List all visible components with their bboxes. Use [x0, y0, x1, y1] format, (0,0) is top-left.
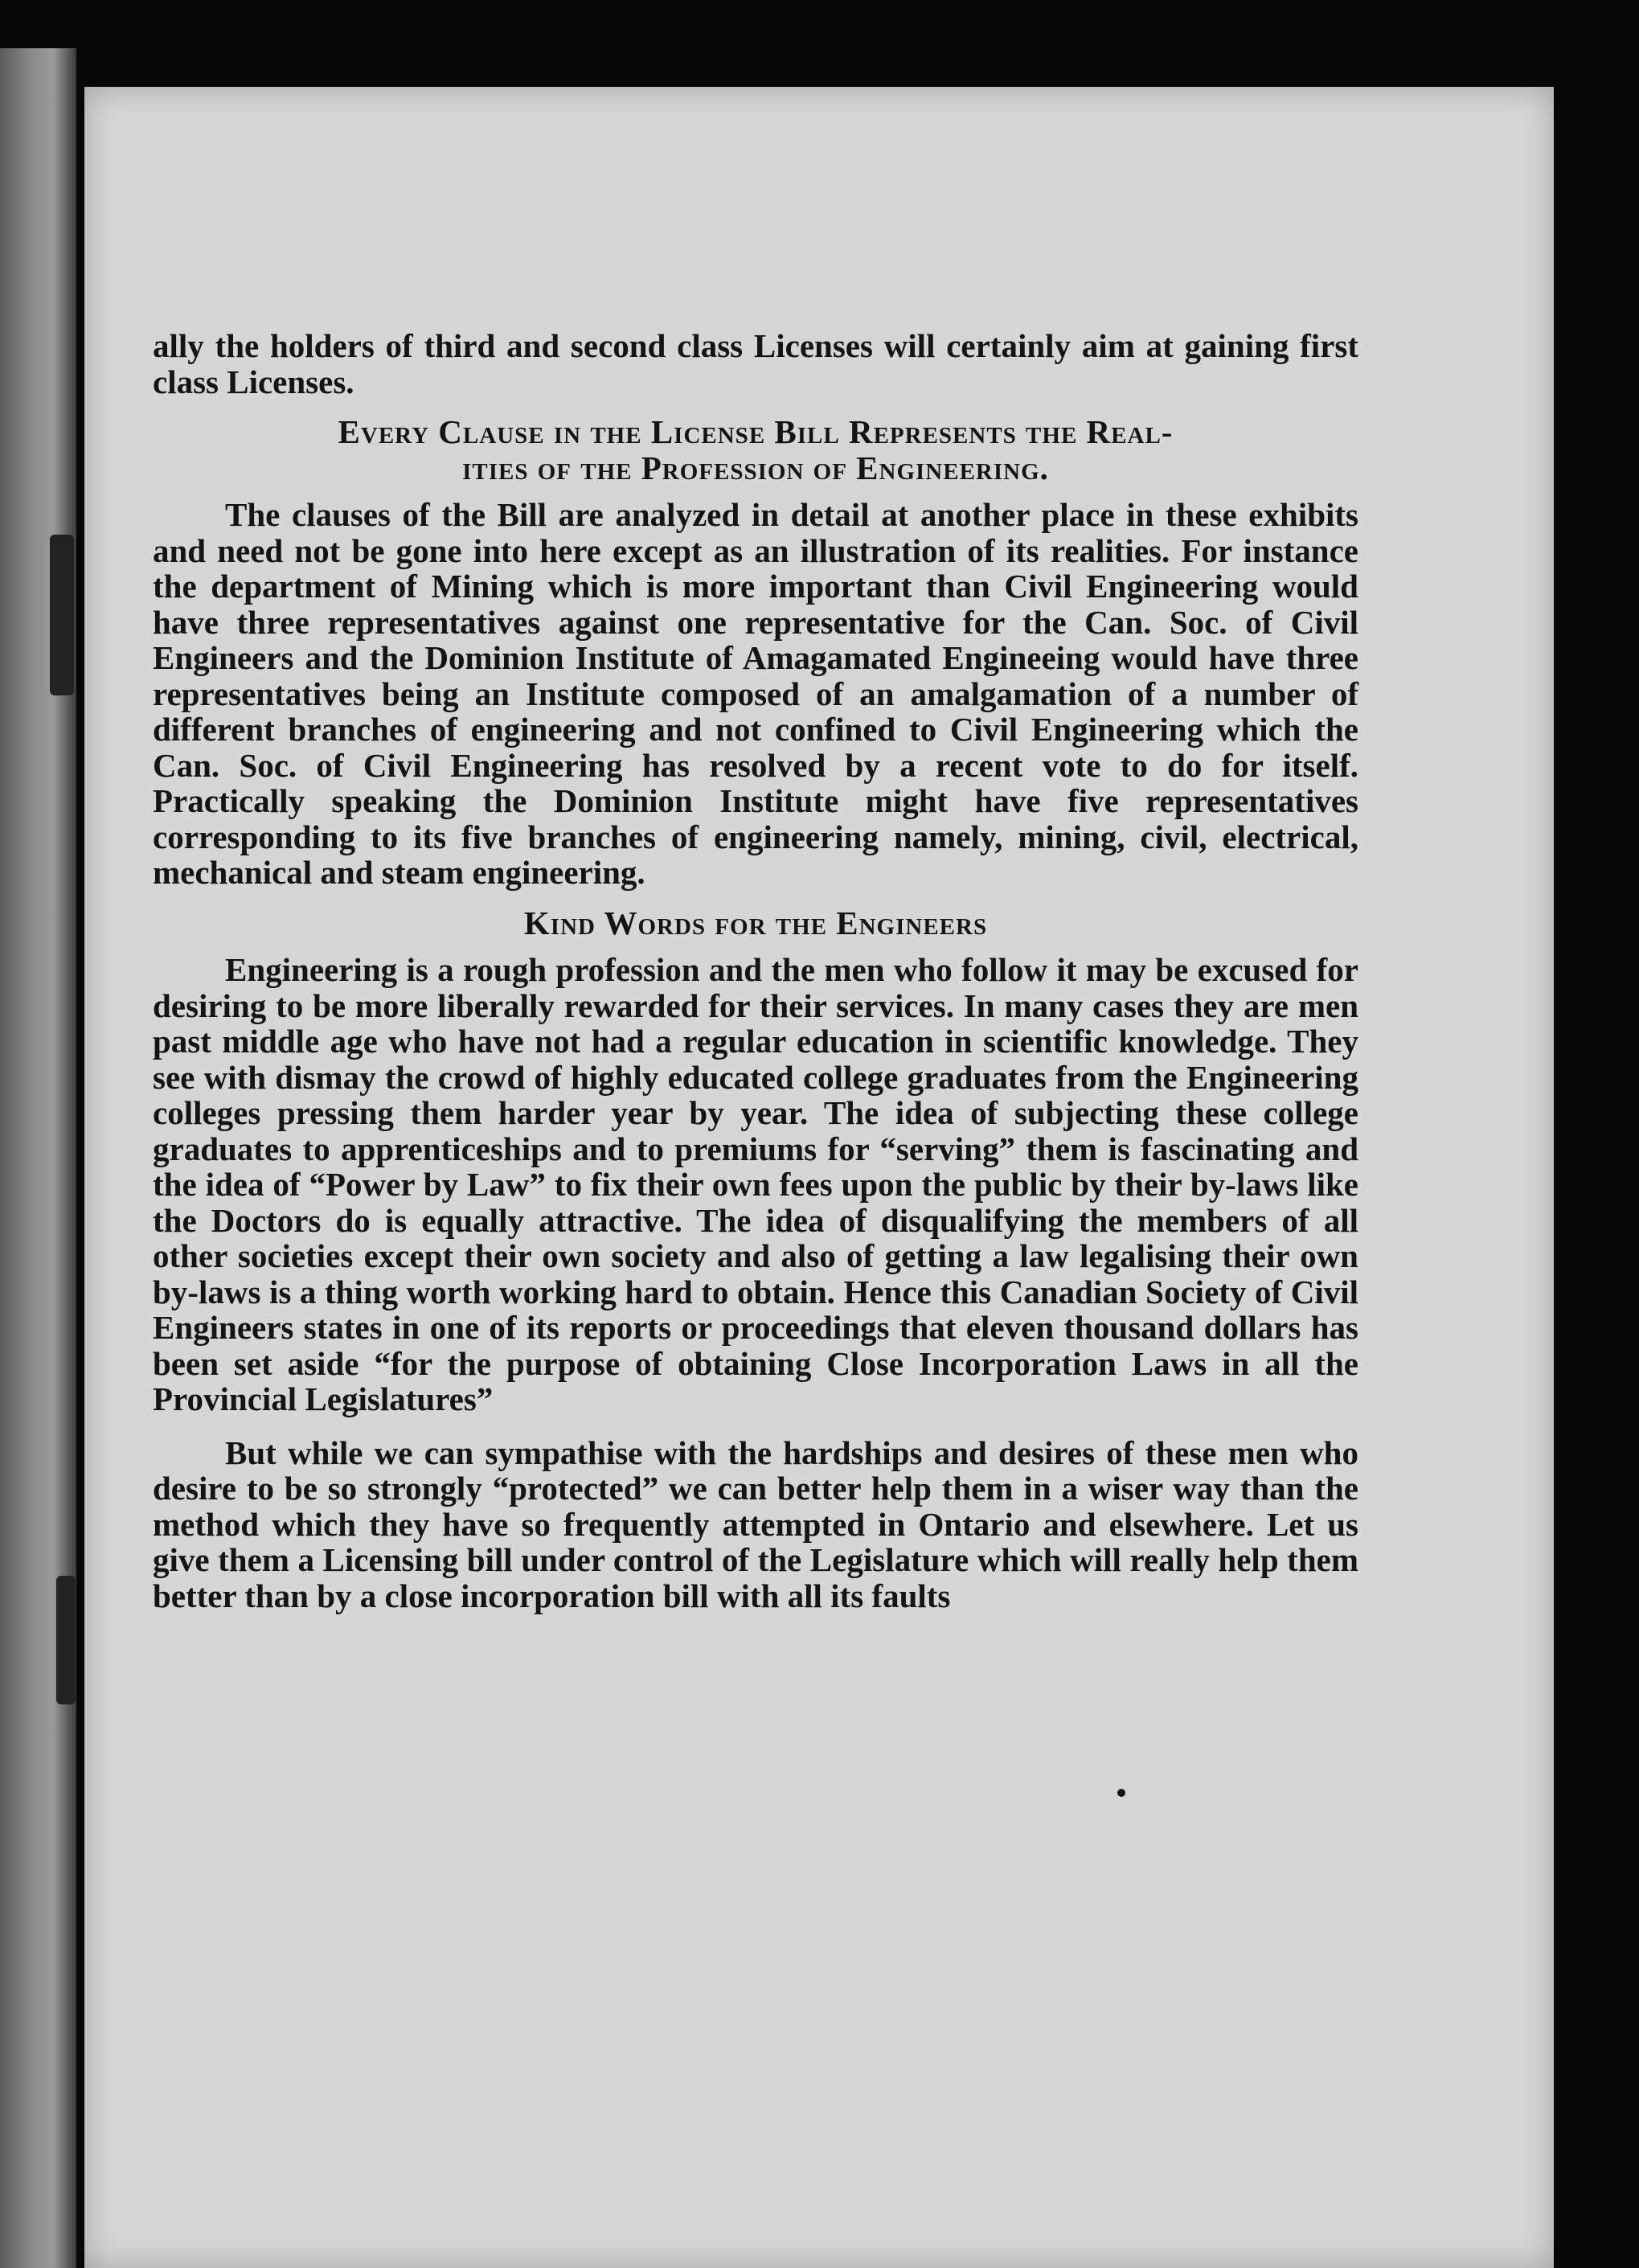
previous-page-edge	[0, 48, 76, 2268]
body-paragraph: Engineering is a rough profession and the men who follow it may be excused for desiring to be more liberally rewarded for their services. In many cases they are men past middle age who have not had a regular education in scientific knowledge. They see with dismay the crowd of highly educated college graduates from the Engineering colleges pressing them harder year by year. The idea of subjecting these college graduates to apprenticeships and to premiums for “serving” them is fascinating and the idea of “Power by Law” to fix their own fees upon the public by their by-laws like the Doctors do is equally attractive. The idea of disqualifying the members of all other societies except their own society and also of getting a law legalising their own by-laws is a thing worth working hard to obtain. Hence this Canadian Society of Civil Engineers states in one of its reports or proceedings that eleven thousand dollars has been set aside “for the purpose of obtaining Close Incorporation Laws in all the Provincial Legislatures”	[153, 951, 1358, 1417]
body-paragraph: The clauses of the Bill are analyzed in detail at another place in these exhibits and need not be gone into here except as an illustration of its realities. For instance the department of Mining which is more important than Civil Engineering would have three representatives against one representative for the Can. Soc. of Civil Engineers and the Dominion Institute of Amagamated Engineeing would have three representatives being an Institute composed of an amalgamation of a number of different branches of engineering and not confined to Civil Engineering which the Can. Soc. of Civil Engineering has resolved by a recent vote to do for itself. Practically speaking the Dominion Institute might have five representatives corresponding to its five branches of engineering namely, mining, civil, electrical, mechanical and steam engineering.	[153, 496, 1358, 891]
page-text	[153, 328, 1358, 1614]
section-heading	[153, 414, 1358, 486]
paragraph-gap	[153, 1417, 1358, 1435]
binding-tab	[50, 535, 74, 695]
section-heading-line: Every Clause in the License Bill Represents the Real-	[338, 413, 1174, 450]
body-paragraph: But while we can sympathise with the hardships and desires of these men who desire to be so strongly “protected” we can better help them in a wiser way than the method which they have so frequently attempted in Ontario and elsewhere. Let us give them a Licensing bill under control of the Legislature which will really help them better than by a close incorporation bill with all its faults	[153, 1433, 1358, 1614]
opening-paragraph: ally the holders of third and second class Licenses will certainly aim at gaining first class Licenses.	[153, 327, 1358, 400]
page-speck	[1117, 1789, 1125, 1797]
binding-tab	[56, 1576, 76, 1704]
section-heading: Kind Words for the Engineers	[523, 904, 988, 941]
section-heading-line: ities of the Profession of Engineering.	[462, 449, 1049, 486]
